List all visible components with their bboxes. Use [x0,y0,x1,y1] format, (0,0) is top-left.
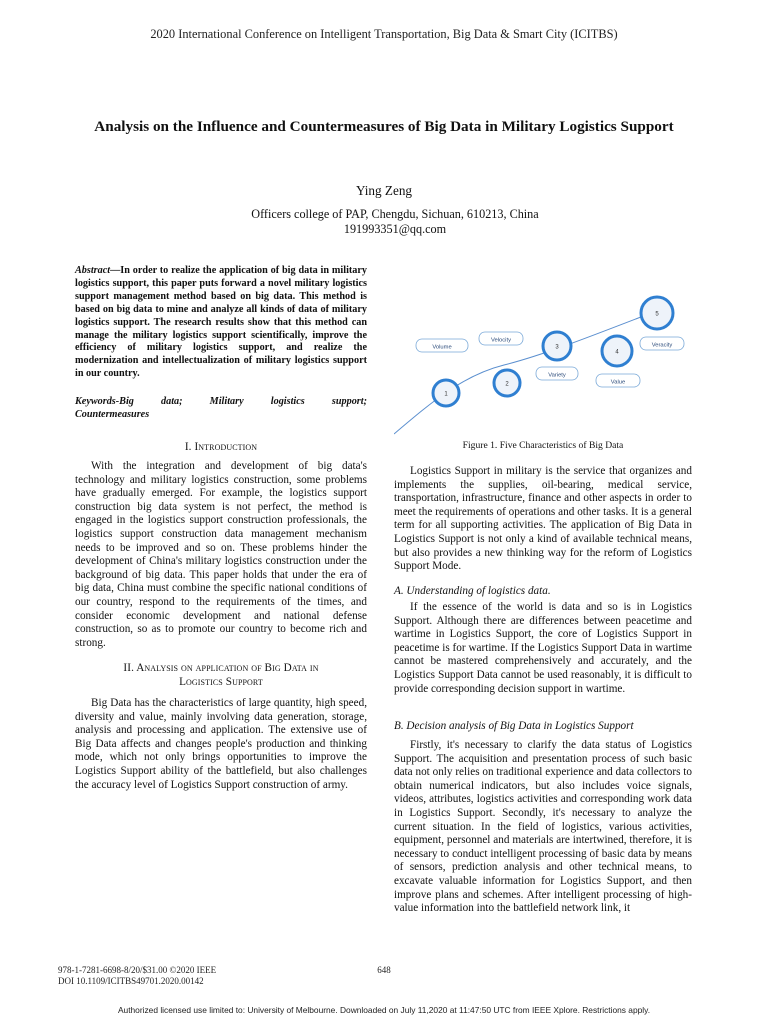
figure-label-volume [416,339,468,352]
figure-node-2 [494,370,520,396]
figure-node-4 [602,336,632,366]
figure-node-1 [433,380,459,406]
paper-title: Analysis on the Influence and Countermeasures of Big Data in Military Logistics Support [94,118,674,135]
subsection-heading-b: B. Decision analysis of Big Data in Logistics Support [394,720,634,732]
figure-label-veracity [640,337,684,350]
analysis-body [75,697,367,792]
paragraph: Firstly, it's necessary to clarify the data status of Logistics Support. The acquisition and presentation process of such basic data not only relies on traditional experience and data collectors to obtain numerical indicators, but also includes voice signals, videos, attributes, logistics activities and corresponding work data in Logistics Support. Secondly, it's necessary to analyze the current situation. In the field of logistics, various activities, equipment, personnel and materials are intertwined, therefore, it is necessary to conduct intelligent processing of basic data by means of sensors, prediction analysis and other technical means, to excavate valuable information for Logistics Support, and then improve plans and schemes. After intelligent processing of high-value information into the battlefield network link, it [394,739,692,915]
figure-caption: Figure 1. Five Characteristics of Big Data [462,440,624,451]
figure-label-text: Variety [548,372,566,379]
figure-node-number: 3 [555,344,559,351]
figure-label-velocity [479,332,523,345]
license-notice: Authorized licensed use limited to: University of Melbourne. Downloaded on July 11,2020 at 11:47:50 UTC from IEEE Xplore. Restrictions apply. [117,1005,651,1015]
figure-node-number: 1 [444,391,448,398]
subsection-a-body [394,601,692,696]
paragraph: With the integration and development of big data's technology and military logistics construction, some problems have gradually emerged. For example, the logistics support construction big data system is not perfect, the method is engaged in the logistics support construction professionals, the logistics support construction data management mechanism needs to be improved and so on. These problems hinder the development of China's military logistics construction under the background of big data. This paper holds that under the era of big data, China must combine the specific national conditions of our country, respond to the requirements of the times, and consider economic development and national defense construction, so as to promote our country to become rich and strong. [75,460,367,649]
five-characteristics-figure [394,290,694,438]
figure-label-text: Volume [432,344,452,351]
section-heading-line-2: Logistics Support [179,675,263,688]
abstract-text: In order to realize the application of big data in military logistics support, this paper puts forward a novel military logistics support management method based on big data. This method is based on big data to mine and analyze all kinds of data of military logistics support. The research results show that this method can manage the military logistics support scientifically, improve the efficiency of military logistics support, and realize the modernization and intellectualization of military logistics support in our country. [75,265,367,380]
figure-curve [394,310,659,434]
figure-node-5 [641,297,673,329]
figure-label-value [596,374,640,387]
figure-node-number: 2 [505,381,509,388]
figure-label-text: Value [610,379,626,386]
author-name: Ying Zeng [355,183,413,198]
subsection-b-body [394,739,692,916]
abstract-lead: Abstract [75,265,111,276]
figure-node-3 [543,332,571,360]
section-heading-analysis [75,662,367,689]
page-number: 648 [377,965,391,975]
affiliation-line: Officers college of PAP, Chengdu, Sichuan, 610213, China [251,207,539,221]
keywords-line-2: Countermeasures [75,408,150,420]
figure-node-number: 5 [655,311,659,318]
footer-doi: DOI 10.1109/ICITBS49701.2020.00142 [58,976,204,986]
introduction-body [75,460,367,650]
figure-label-variety [536,367,578,380]
subsection-heading-a: A. Understanding of logistics data. [394,585,551,597]
paragraph: Logistics Support in military is the service that organizes and implements the supplies, oil-bearing, medical service, transportation, infrastructure, finance and other aspects in order to meet the requirements of operations and other tasks. It is a general term for all supporting activities. The application of Big Data in Logistics Support is not only a kind of available technical means, but also provides a new thinking way for the reform of Logistics Support Mode. [394,465,692,573]
conference-header: 2020 International Conference on Intelligent Transportation, Big Data & Smart City (ICITBS) [150,27,618,41]
right-column-intro [394,465,692,574]
figure-label-text: Veracity [651,342,673,349]
figure-label-text: Velocity [491,337,511,344]
figure-node-number: 4 [615,349,619,356]
paragraph: Big Data has the characteristics of large quantity, high speed, diversity and value, mainly involving data generation, storage, analysis and processing and application. The extensive use of Big Data affects and changes people's production and thinking mode, which not only brings opportunities to improve the Logistics Support ability of the battlefield, but also challenges the accuracy level of Logistics Support construction of army. [75,697,367,791]
paragraph: If the essence of the world is data and so is in Logistics Support. Although there are differences between peacetime and wartime in Logistics Support, the core of Logistics Support in peacetime is for wartime. If the Logistics Support Data in wartime cannot be mastered comprehensively and accurately, and the Logistics Support Data cannot be used reasonably, it is difficult to provide corresponding decision support in wartime. [394,601,692,695]
abstract-dash: — [110,265,121,276]
keywords-line-1: Keywords-Big data; Military logistics support; [75,396,367,407]
section-heading-introduction: I. Introduction [184,441,258,453]
section-heading-line-1: II. Analysis on application of Big Data in [123,662,319,674]
author-email: 191993351@qq.com [343,221,447,236]
author-affiliation [0,207,768,236]
abstract [75,265,367,381]
keywords [75,396,367,422]
footer-isbn: 978-1-7281-6698-8/20/$31.00 ©2020 IEEE [58,965,217,975]
